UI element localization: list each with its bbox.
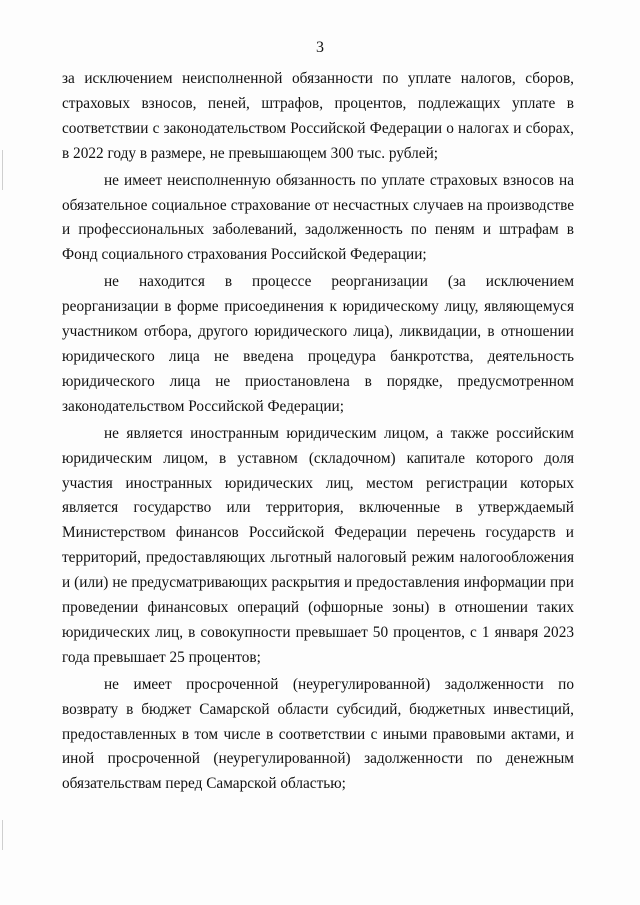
scan-margin-mark (2, 150, 3, 190)
paragraph-insurance-obligations: не имеет неисполненную обязанность по уплате страховых взносов на обязательное социальное страхование от несчастных случаев на производстве и профессиональных заболеваний, задолженность по пеням и штрафам в Фонд социального страхования Российской Федерации; (62, 171, 574, 264)
paragraph-overdue-debt: не имеет просроченной (неурегулированной) задолженности по возврату в бюджет Самарской области субсидий, бюджетных инвестиций, предоставленных в том числе в соответствии с иными правовыми актами, и иной просроченной (неурегулированной) задолженности по денежным обязательствам перед Самарской областью; (62, 675, 574, 793)
paragraph-foreign-entity: не является иностранным юридическим лицом, а также российским юридическим лицом, в уставном (складочном) капитале которого доля участия иностранных юридических лиц, местом регистрации которых является государство или территория, включенные в утверждаемый Министерством финансов Российской Федерации перечень государств и территорий, предоставляющих льготный налоговый режим налогообложения и (или) не предусматривающих раскрытия и предоставления информации при проведении финансовых операций (офшорные зоны) в отношении таких юридических лиц, в совокупности превышает 50 процентов, с 1 января 2023 года превышает 25 процентов; (62, 424, 574, 666)
document-body (62, 67, 574, 797)
scan-margin-mark (2, 820, 3, 850)
paragraph-continuation: за исключением неисполненной обязанности по уплате налогов, сборов, страховых взносов, пеней, штрафов, процентов, подлежащих уплате в соответствии с законодательством Российской Федерации о налогах и сборах, в 2022 году в размере, не превышающем 300 тыс. рублей; (62, 70, 574, 162)
page-number: 3 (316, 39, 324, 56)
paragraph-reorganization: не находится в процессе реорганизации (за исключением реорганизации в форме присоединения к юридическому лицу, являющемуся участником отбора, другого юридического лица), ликвидации, в отношении юридического лица не введена процедура банкротства, деятельность юридического лица не приостановлена в порядке, предусмотренном законодательством Российской Федерации; (62, 273, 574, 415)
